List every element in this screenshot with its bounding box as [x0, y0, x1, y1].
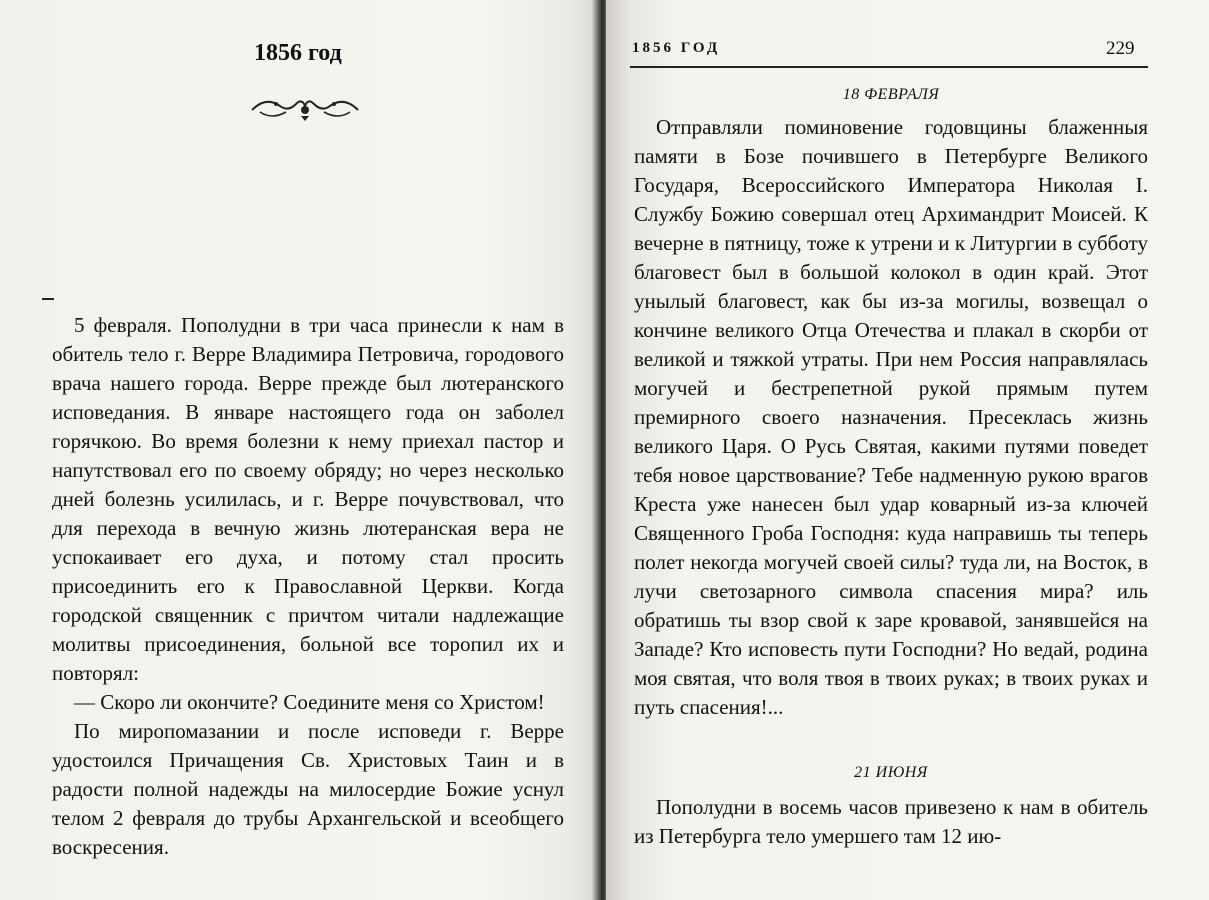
- entry-text: Отправляли поминовение годовщины блаженныя памяти в Бозе почившего в Петербурге Великого Государя, Всероссийского Императора Николая I. Службу Божию совершал отец Архимандрит Моисей. К вечерне в пятницу, тоже к утрени и к Литургии в субботу благовест был в большой колокол в один край. Этот унылый благовест, как бы из-за могилы, возвещал о кончине великого Отца Отечества и плакал в скорби от великой и тяжкой утраты. При нем Россия направлялась могучей и бестрепетной рукой прямым путем премирного своего назначения. Пресеклась жизнь великого Царя. О Русь Святая, какими путями поведет тебя новое царствование? Тебе надменную рукою врагов Креста уже нанесен был удар коварный из-за ключей Священного Гроба Господня: куда направишь ты теперь полет некогда могучей своей силы? туда ли, на Восток, в лучи светозарного символа спасения мира? иль обратишь ты взор свой к заре кровавой, занявшейся на Западе? Кто исповесть пути Господни? Но ведай, родина моя святая, что воля твоя в твоих руках; в твоих руках и путь спасения!...: [634, 115, 1148, 719]
- paragraph: 5 февраля. Пополудни в три часа принесли к нам в обитель тело г. Верре Владимира Петровича, городового врача нашего города. Верре прежде был лютеранского исповедания. В январе настоящего года он заболел горячкою. Во время болезни к нему приехал пастор и напутствовал его по своему обряду; но через несколько дней болезнь усилилась, и г. Верре почувствовал, что для перехода в вечную жизнь лютеранская вера не успокаивает его духа, и потому стал просить присоединить его к Православной Церкви. Когда городской священник с причтом читали надлежащие молитвы присоединения, больной все торопил их и повторял:: [52, 313, 564, 685]
- entry-date-heading: 21 ИЮНЯ: [854, 764, 928, 781]
- decorative-ornament-icon: [246, 92, 364, 122]
- paragraph: По миропомазании и после исповеди г. Верре удостоился Причащения Св. Христовых Таин и в радости полной надежды на милосердие Божие уснул телом 2 февраля до трубы Архангельской и всеобщего воскресения.: [52, 719, 564, 859]
- left-running-head: 1856 год: [254, 40, 342, 66]
- right-running-head: 1856 ГОД: [632, 40, 721, 56]
- left-text-block: [52, 311, 564, 862]
- entry-text-block: [634, 793, 1148, 851]
- entry-text: Пополудни в восемь часов привезено к нам в обитель из Петербурга тело умершего там 12 ию-: [634, 795, 1148, 848]
- separator-dash: [42, 298, 54, 300]
- paragraph-dialogue: — Скоро ли окончите? Соедините меня со Христом!: [74, 690, 545, 714]
- entry-text-block: [634, 113, 1148, 722]
- left-page: [0, 0, 598, 900]
- entry-date-heading: 18 ФЕВРАЛЯ: [842, 86, 940, 103]
- page-number: 229: [1106, 38, 1135, 59]
